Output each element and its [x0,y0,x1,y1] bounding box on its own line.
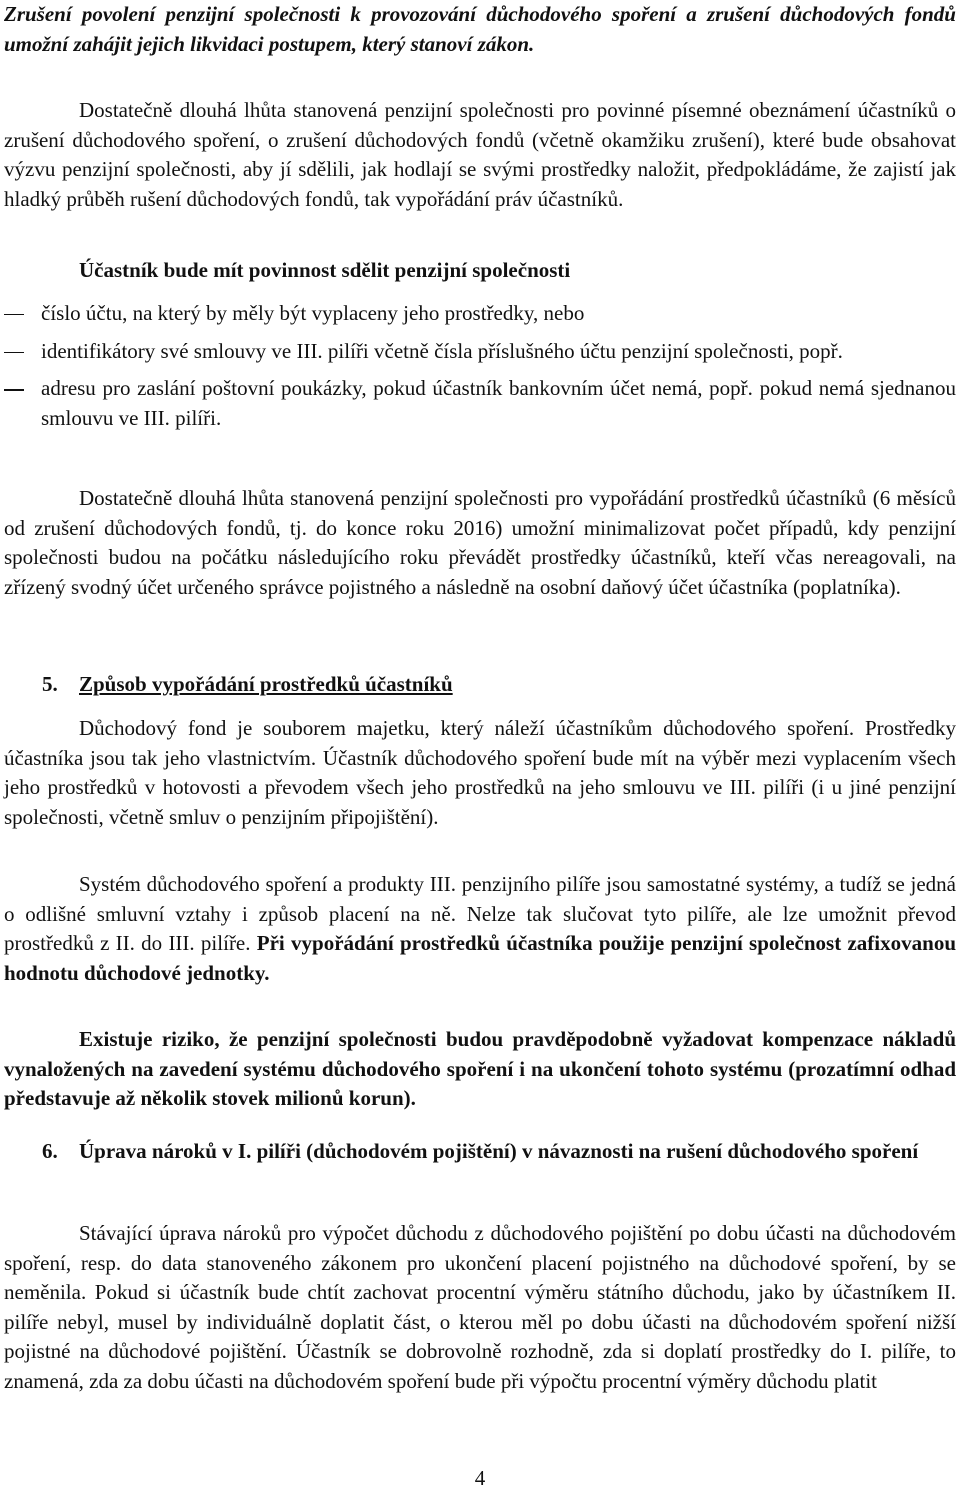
section-5-paragraph-2 [4,870,956,988]
dash-bullet [4,389,24,390]
list-item-text: identifikátory své smlouvy ve III. pilíři včetně čísla příslušného účtu penzijní společnosti, popř. [41,338,843,363]
section-5-paragraph-3: Existuje riziko, že penzijní společnosti budou pravděpodobně vyžadovat kompenzace nákladů vynaložených na zavedení systému důchodového spoření i na ukončení tohoto systému (prozatímní odhad představuje až několik stovek milionů korun). [4,1027,956,1111]
intro-block-3 [4,484,956,602]
page-number: 4 [474,1466,486,1490]
intro-paragraph-1: Zrušení povolení penzijní společnosti k provozování důchodového spoření a zrušení důchodových fondů umožní zahájit jejich likvidaci postupem, který stanoví zákon. [4,2,956,56]
section-5-heading [4,670,956,700]
list-item [4,374,956,433]
duty-block [4,256,956,286]
intro-block-2 [4,96,956,214]
section-5-p1-block [4,714,956,832]
section-number: 5. [42,672,58,696]
intro-block [4,0,956,59]
section-5-p2-block [4,870,956,988]
section-5-paragraph-1: Důchodový fond je souborem majetku, který náleží účastníkům důchodového spoření. Prostředky účastníka jsou tak jeho vlastnictvím. Účastník důchodového spoření bude mít na výběr mezi vyplacením všech jeho prostředků v hotovosti a převodem všech jeho prostředků na jeho smlouvu ve III. pilíři (i u jiné penzijní společnosti, včetně smluv o penzijním připojištění). [4,716,956,829]
section-6-heading [4,1137,956,1167]
dash-bullet [4,352,24,353]
section-title: Úprava nároků v I. pilíři (důchodovém pojištění) v návaznosti na rušení důchodového spoření [79,1139,919,1163]
section-6-paragraph-1: Stávající úprava nároků pro výpočet důchodu z důchodového pojištění po dobu účasti na důchodovém spoření, resp. do data stanoveného zákonem pro ukončení placení pojistného na důchodové spoření, by se neměnila. Pokud si účastník bude chtít zachovat procentní výměru státního důchodu, jako by účastníkem II. pilíře nebyl, musel by individuálně doplatit část, o kterou měl po dobu účasti na důchodovém spoření nižší pojistné na důchodové pojištění. Účastník se dobrovolně rozhodně, zda si doplatí prostředky do I. pilíře, to znamená, zda za dobu účasti na důchodovém spoření bude při výpočtu procentní výměry důchodu platit [4,1221,956,1393]
section-title: Způsob vypořádání prostředků účastníků [79,672,453,696]
dash-bullet [4,314,24,315]
intro-paragraph-2: Dostatečně dlouhá lhůta stanovená penzijní společnosti pro povinné písemné obeznámení účastníků o zrušení důchodového spoření, o zrušení důchodových fondů (včetně okamžiku zrušení), které bude obsahovat výzvu penzijní společnosti, aby jí sdělili, jak hodlají se svými prostředky naložit, předpokládáme, že zajistí jak hladký průběh rušení důchodových fondů, tak vypořádání práv účastníků. [4,98,956,211]
list-item-text: adresu pro zaslání poštovní poukázky, pokud účastník bankovním účet nemá, popř. pokud nemá sjednanou smlouvu ve III. pilíři. [41,376,956,430]
section-6-p1-block [4,1219,956,1397]
duty-heading: Účastník bude mít povinnost sdělit penzijní společnosti [79,258,571,282]
list-item-text: číslo účtu, na který by měly být vyplaceny jeho prostředky, nebo [41,301,585,325]
intro-paragraph-3: Dostatečně dlouhá lhůta stanovená penzijní společnosti pro vypořádání prostředků účastníků (6 měsíců od zrušení důchodových fondů, tj. do konce roku 2016) umožní minimalizovat počet případů, kdy penzijní společnosti budou na počátku následujícího roku převádět prostředky účastníků, kteří včas nereagovali, na zřízený svodný účet určeného správce pojistného a následně na osobní daňový účet účastníka (poplatníka). [4,486,956,599]
list-item [4,337,956,367]
section-5-p3-block [4,1025,956,1114]
list-item [4,299,956,329]
section-number: 6. [42,1139,58,1163]
paragraph-text: Systém důchodového spoření a produkty III. penzijního pilíře jsou samostatné systémy, a tudíž se jedná o odlišné smluvní vztahy i způsob placení na ně. Nelze tak slučovat tyto pilíře, ale lze umožnit převod prostředků z II. do III. pilíře. [4,872,956,956]
duty-list [4,299,956,433]
paragraph-emphasis: Při vypořádání prostředků účastníka použije penzijní společnost zafixovanou hodnotu důchodové jednotky. [4,931,956,985]
duty-list-block [4,299,956,433]
